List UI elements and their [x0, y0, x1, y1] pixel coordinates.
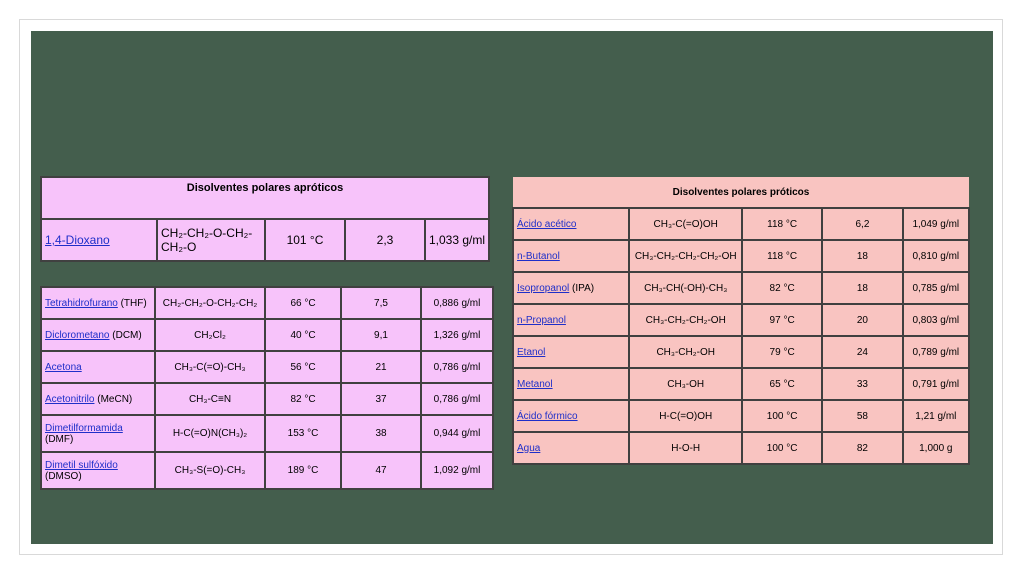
formula-cell: CH₂-CH₂-O-CH₂-CH₂	[155, 287, 265, 319]
solvent-link[interactable]: n-Butanol	[517, 250, 560, 262]
dielectric-cell: 2,3	[345, 219, 425, 261]
solvent-link[interactable]: Etanol	[517, 346, 546, 358]
protic-title: Disolventes polares próticos	[513, 177, 969, 208]
formula-cell: CH₃-OH	[629, 368, 741, 400]
dielectric-cell: 7,5	[341, 287, 421, 319]
density-cell: 1,326 g/ml	[421, 319, 493, 351]
table-row	[41, 383, 493, 415]
density-cell: 1,033 g/ml	[425, 219, 489, 261]
solvent-link[interactable]: Acetonitrilo	[45, 393, 95, 405]
formula-cell: CH₂Cl₂	[155, 319, 265, 351]
solvent-link[interactable]: Diclorometano	[45, 329, 110, 341]
boiling-point-cell: 65 °C	[742, 368, 822, 400]
solvent-abbr: (DMF)	[45, 433, 74, 445]
table-row	[41, 452, 493, 489]
table-row	[41, 351, 493, 383]
density-cell: 0,886 g/ml	[421, 287, 493, 319]
formula-cell: H-O-H	[629, 432, 741, 464]
density-cell: 0,791 g/ml	[903, 368, 969, 400]
density-cell: 0,789 g/ml	[903, 336, 969, 368]
aprotic-title: Disolventes polares apróticos	[41, 177, 489, 219]
table-row	[41, 287, 493, 319]
boiling-point-cell: 100 °C	[742, 432, 822, 464]
dielectric-cell: 33	[822, 368, 902, 400]
boiling-point-cell: 118 °C	[742, 240, 822, 272]
formula-cell: CH₃-CH₂-OH	[629, 336, 741, 368]
dielectric-cell: 37	[341, 383, 421, 415]
solvent-abbr: (IPA)	[569, 282, 595, 294]
table-row	[513, 400, 969, 432]
formula-cell: CH₃-CH₂-CH₂-OH	[629, 304, 741, 336]
boiling-point-cell: 189 °C	[265, 452, 341, 489]
table-row	[513, 208, 969, 240]
dielectric-cell: 20	[822, 304, 902, 336]
solvent-abbr: (MeCN)	[94, 393, 133, 405]
formula-cell: CH₂-CH₂-O-CH₂-CH₂-O	[157, 219, 265, 261]
density-cell: 0,944 g/ml	[421, 415, 493, 452]
solvent-link[interactable]: Dimetilformamida	[45, 422, 123, 434]
density-cell: 1,092 g/ml	[421, 452, 493, 489]
formula-cell: CH₃-C(=O)OH	[629, 208, 741, 240]
boiling-point-cell: 79 °C	[742, 336, 822, 368]
table-row	[513, 240, 969, 272]
solvent-link[interactable]: Agua	[517, 442, 541, 454]
dielectric-cell: 47	[341, 452, 421, 489]
density-cell: 1,21 g/ml	[903, 400, 969, 432]
formula-cell: CH₃-CH(-OH)-CH₃	[629, 272, 741, 304]
solvent-link[interactable]: Dimetil sulfóxido	[45, 459, 118, 471]
solvent-link[interactable]: Metanol	[517, 378, 553, 390]
solvent-link[interactable]: Ácido fórmico	[517, 410, 578, 422]
boiling-point-cell: 118 °C	[742, 208, 822, 240]
table-row	[41, 319, 493, 351]
dielectric-cell: 6,2	[822, 208, 902, 240]
aprotic-featured-row	[41, 219, 489, 261]
dielectric-cell: 58	[822, 400, 902, 432]
formula-cell: CH₃-C≡N	[155, 383, 265, 415]
table-row	[513, 304, 969, 336]
aprotic-header-table	[40, 176, 490, 262]
formula-cell: CH₃-S(=O)-CH₃	[155, 452, 265, 489]
solvent-link[interactable]: Isopropanol	[517, 282, 570, 294]
dielectric-cell: 82	[822, 432, 902, 464]
boiling-point-cell: 100 °C	[742, 400, 822, 432]
table-row	[41, 415, 493, 452]
boiling-point-cell: 97 °C	[742, 304, 822, 336]
solvent-abbr: (THF)	[117, 297, 147, 309]
dielectric-cell: 18	[822, 272, 902, 304]
formula-cell: H-C(=O)OH	[629, 400, 741, 432]
dielectric-cell: 9,1	[341, 319, 421, 351]
table-row	[513, 432, 969, 464]
boiling-point-cell: 82 °C	[742, 272, 822, 304]
boiling-point-cell: 153 °C	[265, 415, 341, 452]
boiling-point-cell: 82 °C	[265, 383, 341, 415]
density-cell: 0,785 g/ml	[903, 272, 969, 304]
aprotic-table	[40, 286, 494, 490]
density-cell: 1,049 g/ml	[903, 208, 969, 240]
dielectric-cell: 18	[822, 240, 902, 272]
solvent-abbr: (DMSO)	[45, 470, 82, 482]
density-cell: 0,810 g/ml	[903, 240, 969, 272]
boiling-point-cell: 101 °C	[265, 219, 345, 261]
solvent-link[interactable]: Tetrahidrofurano	[45, 297, 118, 309]
solvent-link[interactable]: n-Propanol	[517, 314, 566, 326]
formula-cell: CH₃-CH₂-CH₂-CH₂-OH	[629, 240, 741, 272]
density-cell: 1,000 g	[903, 432, 969, 464]
dielectric-cell: 24	[822, 336, 902, 368]
formula-cell: CH₃-C(=O)-CH₃	[155, 351, 265, 383]
table-row	[513, 336, 969, 368]
solvent-abbr: (DCM)	[109, 329, 142, 341]
density-cell: 0,803 g/ml	[903, 304, 969, 336]
dielectric-cell: 38	[341, 415, 421, 452]
density-cell: 0,786 g/ml	[421, 351, 493, 383]
solvent-link[interactable]: Ácido acético	[517, 218, 577, 230]
table-row	[513, 368, 969, 400]
density-cell: 0,786 g/ml	[421, 383, 493, 415]
table-row	[513, 272, 969, 304]
solvent-link[interactable]: Acetona	[45, 361, 82, 373]
dielectric-cell: 21	[341, 351, 421, 383]
protic-table	[512, 177, 970, 465]
boiling-point-cell: 40 °C	[265, 319, 341, 351]
solvent-link-dioxane[interactable]: 1,4-Dioxano	[45, 233, 110, 247]
boiling-point-cell: 56 °C	[265, 351, 341, 383]
boiling-point-cell: 66 °C	[265, 287, 341, 319]
formula-cell: H-C(=O)N(CH₃)₂	[155, 415, 265, 452]
